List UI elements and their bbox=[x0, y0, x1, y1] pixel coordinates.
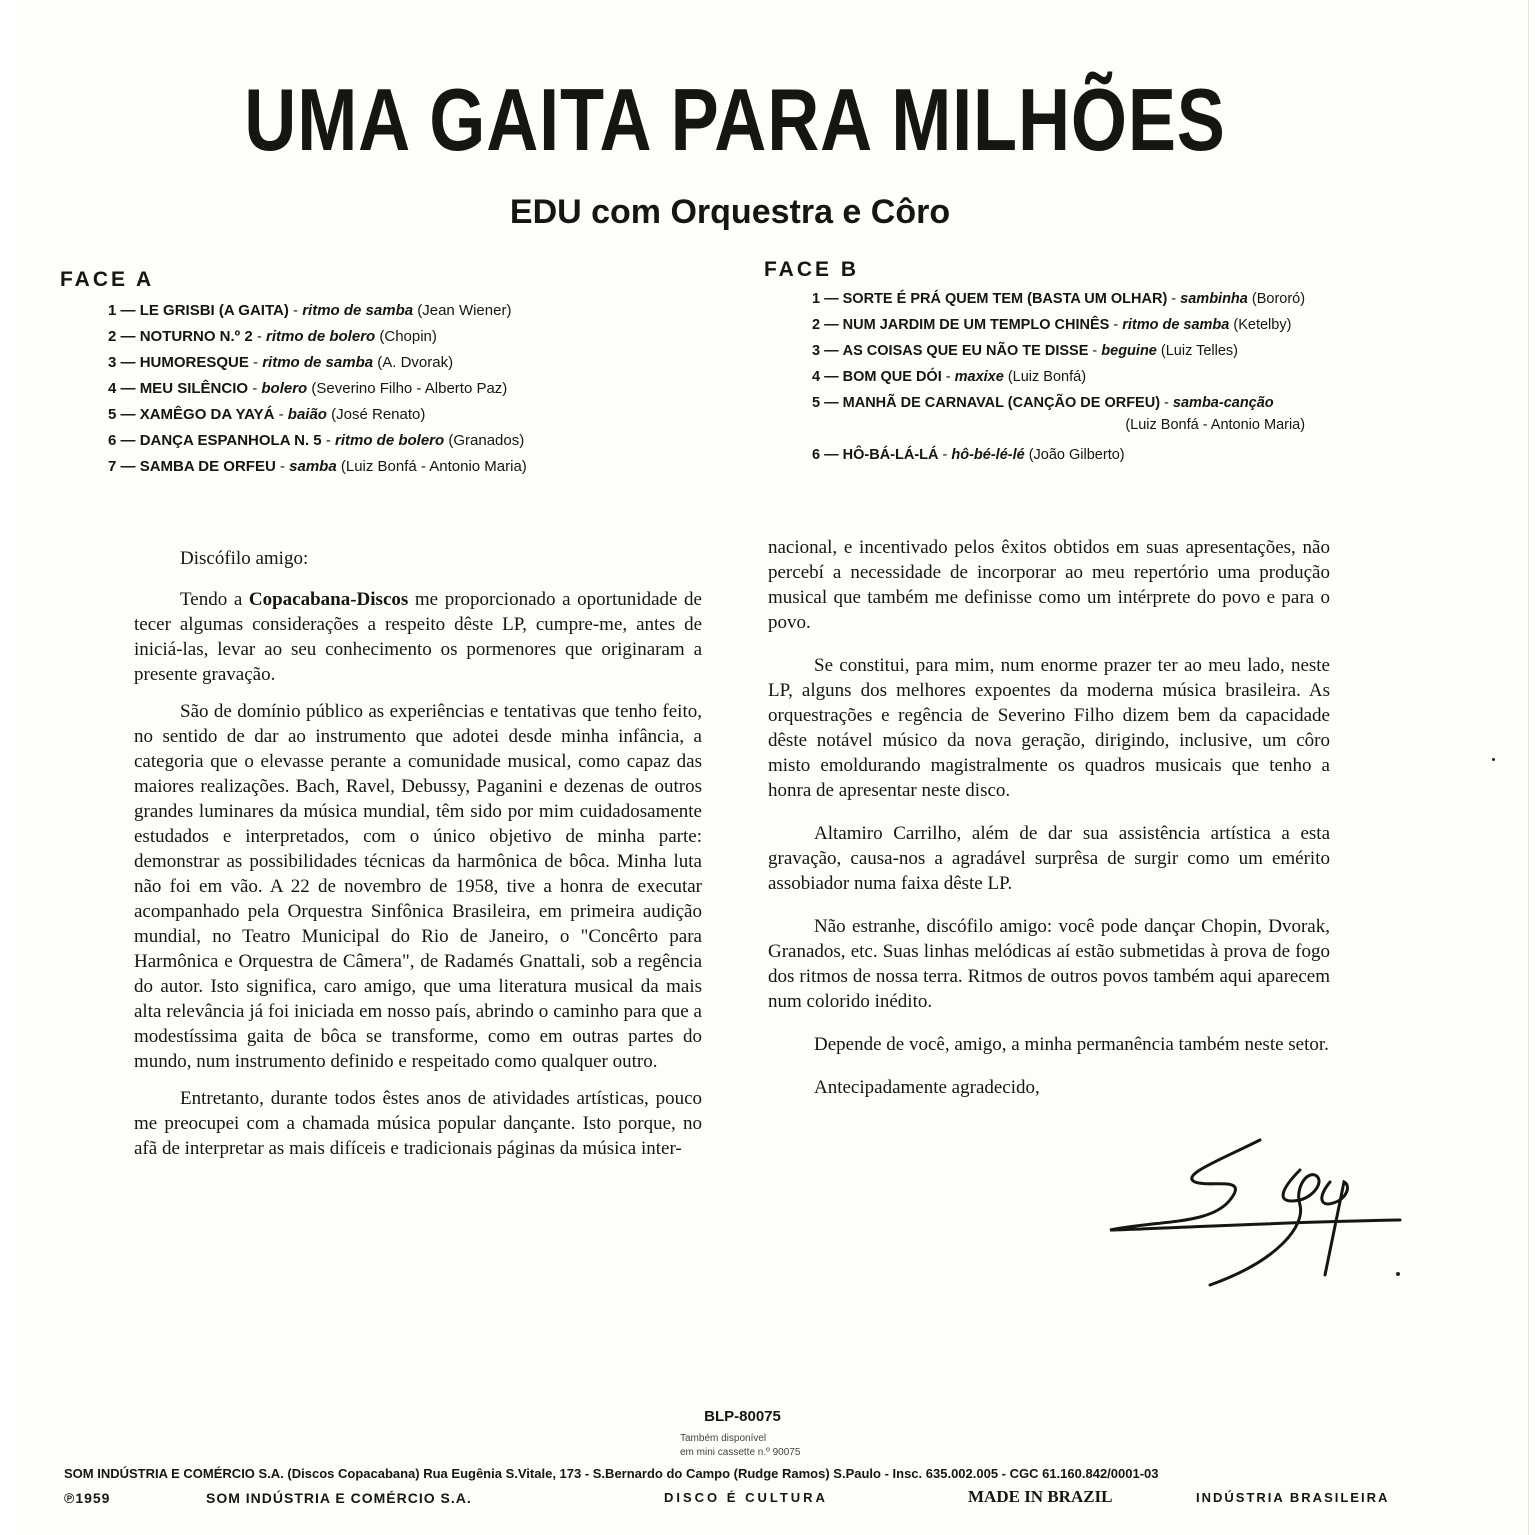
made-in-brazil: MADE IN BRAZIL bbox=[968, 1487, 1113, 1506]
track-style: ritmo de samba bbox=[302, 302, 414, 319]
track-title: BOM QUE DÓI bbox=[842, 369, 942, 385]
phonogram-year: ℗1959 bbox=[64, 1490, 111, 1506]
track-title: MANHÃ DE CARNAVAL (CANÇÃO DE ORFEU) bbox=[842, 395, 1161, 411]
face-b-tracklist bbox=[812, 286, 1305, 468]
notes-paragraph: Tendo a Copacabana-Discos me proporcionado a oportunidade de tecer algumas considerações a respeito dêste LP, cumpre-me, antes de iniciá-las, levar ao seu conhecimento os pormenores que originaram a presente gravação. bbox=[134, 589, 702, 685]
track-item: 4 — BOM QUE DÓI - maxixe (Luiz Bonfá) bbox=[812, 369, 1087, 385]
cassette-availability: Também disponível em mini cassette n.º 90075 bbox=[680, 1433, 801, 1458]
track-composer: (João Gilberto) bbox=[1028, 447, 1125, 463]
track-number: 1 bbox=[108, 302, 117, 319]
liner-notes-left-column bbox=[134, 546, 702, 1173]
handwritten-signature bbox=[1100, 1130, 1410, 1290]
track-composer: (Luiz Bonfá - Antonio Maria) bbox=[1125, 417, 1306, 433]
track-style: samba-canção bbox=[1172, 395, 1274, 411]
track-number: 4 bbox=[812, 369, 821, 385]
track-number: 3 bbox=[108, 354, 117, 371]
track-number: 6 bbox=[812, 447, 821, 463]
notes-paragraph: Se constitui, para mim, num enorme prazer ter ao meu lado, neste LP, alguns dos melhores expoentes da moderna música brasileira. As orquestrações e regência de Severino Filho dizem bem da capacidade dêste notável músico da nova geração, dirigindo, inclusive, um côro misto emoldurando magistralmente os quadros musicais que tenho a honra de apresentar neste disco. bbox=[768, 655, 1330, 801]
track-number: 2 bbox=[812, 317, 821, 333]
track-item: 6 — DANÇA ESPANHOLA N. 5 - ritmo de bolero (Granados) bbox=[108, 432, 525, 449]
track-title: NUM JARDIM DE UM TEMPLO CHINÊS bbox=[842, 317, 1110, 333]
track-number: 4 bbox=[108, 380, 117, 397]
notes-paragraph: Altamiro Carrilho, além de dar sua assistência artística a esta gravação, causa-nos a agradável surprêsa de surgir como um emérito assobiador numa faixa dêste LP. bbox=[768, 823, 1330, 894]
track-title: LE GRISBI (A GAITA) bbox=[139, 302, 289, 319]
track-style: ritmo de samba bbox=[262, 354, 374, 371]
track-style: beguine bbox=[1101, 343, 1157, 359]
track-number: 3 bbox=[812, 343, 821, 359]
track-item: 4 — MEU SILÊNCIO - bolero (Severino Filho - Alberto Paz) bbox=[108, 380, 508, 397]
track-number: 1 bbox=[812, 291, 821, 307]
catalog-number: BLP-80075 bbox=[704, 1408, 781, 1425]
track-composer: (Luiz Bonfá - Antonio Maria) bbox=[340, 458, 527, 475]
track-style: bolero bbox=[261, 380, 308, 397]
face-a-heading: FACE A bbox=[60, 268, 155, 291]
track-title: NOTURNO N.º 2 bbox=[139, 328, 253, 345]
track-title: HÔ-BÁ-LÁ-LÁ bbox=[842, 447, 939, 463]
track-item: 3 — AS COISAS QUE EU NÃO TE DISSE - beguine (Luiz Telles) bbox=[812, 343, 1239, 359]
track-item: 2 — NUM JARDIM DE UM TEMPLO CHINÊS - ritmo de samba (Ketelby) bbox=[812, 317, 1292, 333]
decorative-dot bbox=[1396, 1272, 1400, 1276]
track-item: 3 — HUMORESQUE - ritmo de samba (A. Dvorak) bbox=[108, 354, 454, 371]
decorative-dot bbox=[1492, 758, 1495, 761]
scan-right-edge bbox=[1528, 0, 1535, 1535]
track-style: ritmo de bolero bbox=[335, 432, 445, 449]
track-composer: (Luiz Telles) bbox=[1160, 343, 1239, 359]
track-item: 2 — NOTURNO N.º 2 - ritmo de bolero (Chopin) bbox=[108, 328, 437, 345]
notes-paragraph: Entretanto, durante todos êstes anos de atividades artísticas, pouco me preocupei com a chamada música popular dançante. Isto porque, no afã de interpretar as mais difíceis e tradicionais páginas da música inter- bbox=[134, 1088, 702, 1159]
company-short-name: SOM INDÚSTRIA E COMÉRCIO S.A. bbox=[206, 1490, 472, 1506]
liner-notes-right-column bbox=[768, 535, 1330, 1112]
track-composer: (Luiz Bonfá) bbox=[1007, 369, 1087, 385]
track-composer: (Ketelby) bbox=[1233, 317, 1292, 333]
track-number: 5 bbox=[108, 406, 117, 423]
track-title: SAMBA DE ORFEU bbox=[139, 458, 276, 475]
track-style: ritmo de samba bbox=[1122, 317, 1230, 333]
track-title: DANÇA ESPANHOLA N. 5 bbox=[139, 432, 322, 449]
track-item: 1 — LE GRISBI (A GAITA) - ritmo de samba (Jean Wiener) bbox=[108, 302, 512, 319]
industria-brasileira: INDÚSTRIA BRASILEIRA bbox=[1196, 1490, 1390, 1505]
track-number: 2 bbox=[108, 328, 117, 345]
track-composer: (Severino Filho - Alberto Paz) bbox=[311, 380, 508, 397]
track-style: sambinha bbox=[1180, 291, 1248, 307]
album-title: UMA GAITA PARA MILHÕES bbox=[244, 70, 1226, 169]
track-composer: (Jean Wiener) bbox=[417, 302, 512, 319]
track-composer: (A. Dvorak) bbox=[377, 354, 454, 371]
album-subtitle: EDU com Orquestra e Côro bbox=[509, 193, 951, 231]
track-title: SORTE É PRÁ QUEM TEM (BASTA UM OLHAR) bbox=[842, 291, 1168, 307]
track-style: samba bbox=[289, 458, 337, 475]
track-title: HUMORESQUE bbox=[139, 354, 249, 371]
track-number: 5 bbox=[812, 395, 821, 411]
track-composer: (Chopin) bbox=[379, 328, 437, 345]
track-style: baião bbox=[287, 406, 327, 423]
notes-paragraph: Não estranhe, discófilo amigo: você pode dançar Chopin, Dvorak, Granados, etc. Suas linhas melódicas aí estão submetidas à prova de fogo dos ritmos de nossa terra. Ritmos de outros povos também aqui aparecem num colorido inédito. bbox=[768, 916, 1330, 1012]
track-number: 7 bbox=[108, 458, 117, 475]
track-style: hô-bé-lé-lé bbox=[951, 447, 1025, 463]
track-style: maxixe bbox=[954, 369, 1004, 385]
track-number: 6 bbox=[108, 432, 117, 449]
track-title: XAMÊGO DA YAYÁ bbox=[139, 406, 275, 423]
track-item: 7 — SAMBA DE ORFEU - samba (Luiz Bonfá - Antonio Maria) bbox=[108, 458, 527, 475]
closing-line: Antecipadamente agradecido, bbox=[814, 1077, 1040, 1098]
disco-e-cultura-motto: DISCO É CULTURA bbox=[664, 1490, 828, 1505]
track-item: 5 — XAMÊGO DA YAYÁ - baião (José Renato) bbox=[108, 406, 426, 423]
track-title: MEU SILÊNCIO bbox=[139, 380, 249, 397]
track-composer: (Bororó) bbox=[1251, 291, 1306, 307]
label-name: Copacabana-Discos bbox=[248, 589, 409, 610]
track-composer: (José Renato) bbox=[331, 406, 426, 423]
track-item: 1 — SORTE É PRÁ QUEM TEM (BASTA UM OLHAR) - sambinha (Bororó) bbox=[812, 291, 1306, 307]
track-title: AS COISAS QUE EU NÃO TE DISSE bbox=[842, 343, 1089, 359]
notes-paragraph: Depende de você, amigo, a minha permanência também neste setor. bbox=[814, 1034, 1329, 1055]
track-item: 6 — HÔ-BÁ-LÁ-LÁ - hô-bé-lé-lé (João Gilberto) bbox=[812, 447, 1125, 463]
notes-paragraph: São de domínio público as experiências e tentativas que tenho feito, no sentido de dar ao instrumento que adotei desde minha infância, a categoria que o elevasse perante a comunidade musical, como capaz das maiores realizações. Bach, Ravel, Debussy, Paganini e dezenas de outros grandes luminares da música mundial, têm sido por mim cuidadosamente estudados e interpretados, com o único objetivo de minha parte: demonstrar as possibilidades técnicas da harmônica de bôca. Minha luta não foi em vão. A 22 de novembro de 1958, tive a honra de executar acompanhado pela Orquestra Sinfônica Brasileira, em primeira audição mundial, no Teatro Municipal do Rio de Janeiro, o "Concêrto para Harmônica e Orquestra de Câmera", de Radamés Gnattali, sob a regência do autor. Isto significa, caro amigo, que uma literatura musical da mais alta relevância já foi iniciada em nosso país, abrindo o caminho para que a modestíssima gaita de bôca se transforme, como em outras partes do mundo, num instrumento definido e respeitado como qualquer outro. bbox=[134, 701, 702, 1072]
face-b-heading: FACE B bbox=[764, 258, 860, 281]
face-a-tracklist bbox=[108, 298, 527, 480]
company-address-line: SOM INDÚSTRIA E COMÉRCIO S.A. (Discos Copacabana) Rua Eugênia S.Vitale, 173 - S.Bernardo do Campo (Rudge Ramos) S.Paulo - Insc. 635.002.005 - CGC 61.160.842/0001-03 bbox=[64, 1466, 1159, 1481]
notes-paragraph: nacional, e incentivado pelos êxitos obtidos em suas apresentações, não percebí a necessidade de incorporar ao meu repertório uma produção musical que também me definisse como um intérprete do povo e para o povo. bbox=[768, 537, 1330, 633]
track-composer: (Granados) bbox=[448, 432, 525, 449]
track-item: 5 — MANHÃ DE CARNAVAL (CANÇÃO DE ORFEU) - samba-canção (Luiz Bonfá - Antonio Maria) bbox=[812, 390, 1305, 436]
salutation: Discófilo amigo: bbox=[180, 548, 309, 569]
track-style: ritmo de bolero bbox=[266, 328, 376, 345]
